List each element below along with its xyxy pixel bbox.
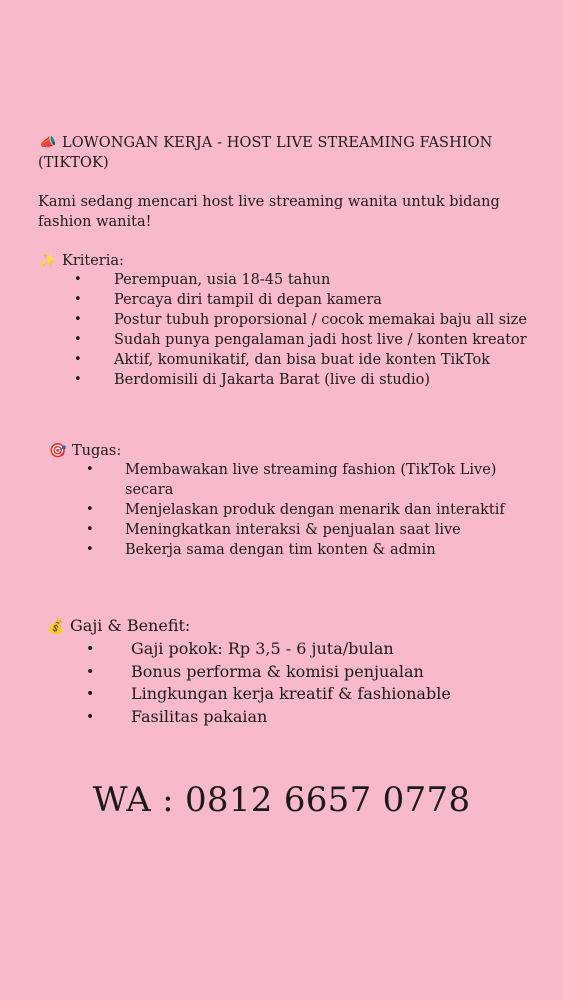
tugas-heading (48, 441, 121, 461)
megaphone-icon: 📣 (39, 135, 57, 151)
list-item (0, 540, 535, 560)
gaji-heading (46, 615, 190, 637)
list-item (0, 520, 535, 540)
bullet: • (74, 312, 82, 327)
list-item (0, 706, 451, 729)
list-item-text: Sudah punya pengalaman jadi host live / konten kreator (114, 332, 527, 348)
gaji-heading-text: Gaji & Benefit: (70, 616, 191, 635)
kriteria-heading-text: Kriteria: (62, 253, 124, 269)
list-item (0, 683, 451, 706)
title-text: LOWONGAN KERJA - HOST LIVE STREAMING FASHION (TIKTOK) (38, 135, 493, 171)
bullet: • (86, 708, 95, 725)
bullet: • (86, 542, 94, 557)
whatsapp-contact: WA : 0812 6657 0778 (92, 780, 471, 820)
list-item (0, 330, 527, 350)
bullet: • (86, 462, 94, 477)
tugas-heading-text: Tugas: (72, 443, 122, 459)
bullet: • (86, 663, 95, 680)
list-item-text: Lingkungan kerja kreatif & fashionable (131, 684, 451, 703)
list-item-text: Menjelaskan produk dengan menarik dan interaktif (125, 502, 505, 518)
list-item (0, 310, 527, 330)
list-item (0, 370, 527, 390)
list-item (0, 270, 527, 290)
list-item-text: Aktif, komunikatif, dan bisa buat ide konten TikTok (114, 352, 491, 368)
bullet: • (86, 686, 95, 702)
list-item-text: Postur tubuh proporsional / cocok memakai baju all size (114, 312, 527, 328)
bullet: • (74, 352, 82, 367)
bullet: • (74, 292, 82, 307)
kriteria-list (0, 270, 527, 390)
list-item-text: Percaya diri tampil di depan kamera (114, 292, 382, 308)
list-item (0, 350, 527, 370)
list-item-text: Berdomisili di Jakarta Barat (live di studio) (114, 372, 431, 388)
bullet: • (74, 332, 82, 347)
list-item-text: Perempuan, usia 18-45 tahun (114, 272, 331, 288)
bullet: • (74, 372, 82, 387)
list-item-text: Membawakan live streaming fashion (TikTok Live) secara (125, 462, 497, 498)
page-title (38, 133, 538, 173)
list-item-text: Bonus performa & komisi penjualan (131, 661, 424, 681)
list-item (0, 500, 535, 520)
money-bag-icon: 💰 (47, 619, 65, 635)
bullet: • (86, 641, 95, 657)
tugas-list (0, 460, 535, 560)
list-item-text: Meningkatkan interaksi & penjualan saat live (125, 522, 461, 538)
bullet: • (86, 502, 94, 517)
list-item-text: Gaji pokok: Rp 3,5 - 6 juta/bulan (131, 639, 394, 658)
target-icon: 🎯 (49, 443, 67, 459)
list-item-text: Bekerja sama dengan tim konten & admin (125, 542, 436, 558)
bullet: • (74, 272, 82, 287)
list-item (0, 638, 451, 661)
list-item (0, 290, 527, 310)
gaji-list (0, 638, 451, 728)
list-item-text: Fasilitas pakaian (131, 706, 268, 726)
intro-text: Kami sedang mencari host live streaming wanita untuk bidang fashion wanita! (38, 194, 500, 230)
sparkles-icon: ✨ (39, 253, 57, 269)
bullet: • (86, 522, 94, 537)
kriteria-heading (38, 251, 124, 271)
list-item (0, 661, 451, 684)
list-item (0, 460, 535, 500)
